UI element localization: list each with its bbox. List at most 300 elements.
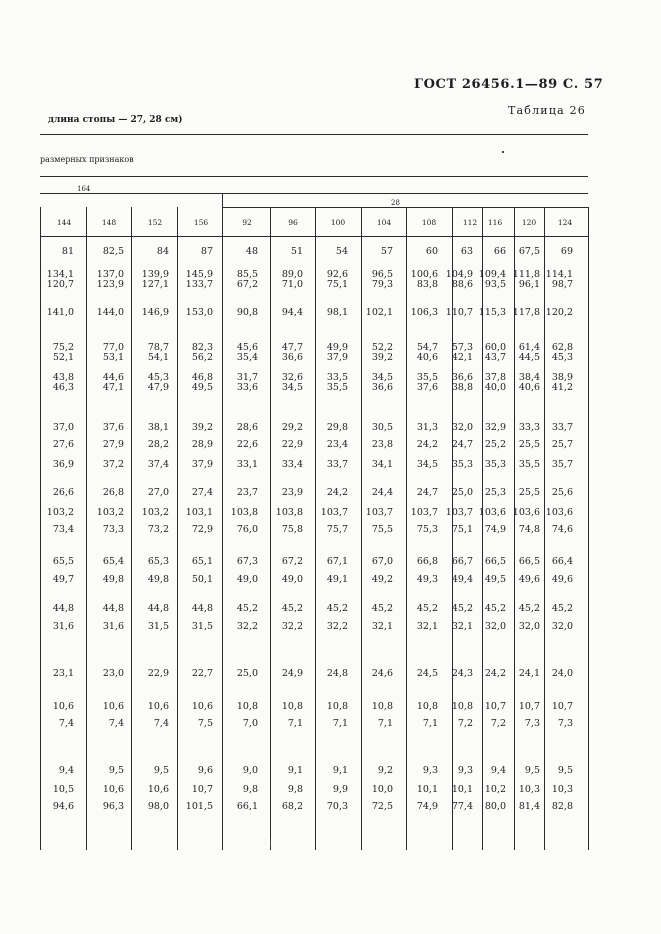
cell-value: 23,7 — [236, 487, 258, 498]
cell-value: 52,1 — [52, 352, 74, 363]
column-header: 156 — [193, 218, 209, 227]
table-cell — [237, 308, 258, 318]
table-cell — [327, 270, 348, 290]
cell-value: 24,5 — [416, 668, 438, 679]
table-cell — [53, 669, 74, 679]
cell-value: 24,2 — [326, 487, 348, 498]
table-cell — [186, 802, 213, 812]
cell-value: 10,7 — [518, 701, 540, 712]
table-cell — [446, 270, 473, 290]
table-cell — [519, 460, 540, 470]
cell-value: 103,7 — [410, 507, 438, 518]
cell-value: 66,5 — [518, 556, 540, 567]
table-cell — [525, 719, 540, 729]
table-cell — [198, 766, 213, 776]
table-cell — [372, 525, 393, 535]
table-cell — [519, 622, 540, 632]
table-cell — [558, 719, 573, 729]
cell-value: 24,4 — [371, 487, 393, 498]
cell-value: 9,5 — [557, 765, 573, 776]
height-group-164: 164 — [77, 185, 91, 193]
table-cell — [327, 525, 348, 535]
cell-value: 45,3 — [147, 372, 169, 383]
table-cell — [485, 622, 506, 632]
cell-value: 46,3 — [52, 382, 74, 393]
cell-value: 43,8 — [52, 372, 74, 383]
table-cell — [47, 270, 74, 290]
table-cell — [53, 373, 74, 393]
table-cell — [417, 604, 438, 614]
column-header: 116 — [487, 218, 503, 227]
table-cell — [452, 622, 473, 632]
table-cell — [192, 488, 213, 498]
cell-value: 114,1 — [545, 269, 573, 280]
cell-value: 9,5 — [108, 765, 124, 776]
table-cell — [291, 247, 303, 257]
table-cell — [372, 460, 393, 470]
table-cell — [157, 247, 169, 257]
table-cell — [452, 802, 473, 812]
column-header: 144 — [56, 218, 72, 227]
table-cell — [288, 719, 303, 729]
table-cell — [417, 575, 438, 585]
table-cell — [485, 460, 506, 470]
cell-value: 32,9 — [484, 422, 506, 433]
table-cell — [417, 488, 438, 498]
cell-value: 37,4 — [147, 459, 169, 470]
table-cell — [552, 488, 573, 498]
cell-value: 7,1 — [332, 718, 348, 729]
column-divider — [222, 193, 223, 850]
table-cell — [103, 622, 124, 632]
cell-value: 10,3 — [551, 784, 573, 795]
table-cell — [282, 622, 303, 632]
table-cell — [372, 669, 393, 679]
cell-value: 73,3 — [102, 524, 124, 535]
cell-value: 43,7 — [484, 352, 506, 363]
table-cell — [372, 802, 393, 812]
table-cell — [47, 308, 74, 318]
cell-value: 67,2 — [281, 556, 303, 567]
cell-value: 9,4 — [490, 765, 506, 776]
cell-value: 137,0 — [96, 269, 124, 280]
cell-value: 24,7 — [451, 439, 473, 450]
cell-value: 47,9 — [147, 382, 169, 393]
table-cell — [417, 373, 438, 393]
cell-value: 56,2 — [191, 352, 213, 363]
table-cell — [519, 702, 540, 712]
cell-value: 9,6 — [197, 765, 213, 776]
table-cell — [53, 343, 74, 363]
cell-value: 37,9 — [191, 459, 213, 470]
table-cell — [372, 440, 393, 450]
table-cell — [237, 669, 258, 679]
cell-value: 47,1 — [102, 382, 124, 393]
table-cell — [558, 766, 573, 776]
column-header: 92 — [242, 218, 252, 227]
cell-value: 94,6 — [52, 801, 74, 812]
cell-value: 65,1 — [191, 556, 213, 567]
table-cell — [53, 557, 74, 567]
cell-value: 65,4 — [102, 556, 124, 567]
cell-value: 44,6 — [102, 372, 124, 383]
table-cell — [491, 766, 506, 776]
table-cell — [327, 308, 348, 318]
cell-value: 87 — [200, 246, 213, 257]
cell-value: 9,1 — [332, 765, 348, 776]
column-divider — [544, 207, 545, 850]
table-cell — [327, 488, 348, 498]
table-cell — [186, 308, 213, 318]
cell-value: 24,9 — [281, 668, 303, 679]
cell-value: 49,2 — [371, 574, 393, 585]
cell-value: 103,2 — [46, 507, 74, 518]
scan-speck — [270, 839, 271, 847]
table-cell — [485, 802, 506, 812]
table-cell — [552, 440, 573, 450]
table-cell — [372, 702, 393, 712]
cell-value: 22,9 — [281, 439, 303, 450]
cell-value: 32,2 — [326, 621, 348, 632]
cell-value: 32,2 — [281, 621, 303, 632]
cell-value: 103,2 — [141, 507, 169, 518]
cell-value: 62,8 — [551, 342, 573, 353]
table-cell — [479, 308, 506, 318]
table-cell — [327, 557, 348, 567]
cell-value: 77,0 — [102, 342, 124, 353]
cell-value: 69 — [560, 246, 573, 257]
cell-value: 45,2 — [451, 603, 473, 614]
table-cell — [372, 343, 393, 363]
cell-value: 67,5 — [518, 246, 540, 257]
cell-value: 32,1 — [371, 621, 393, 632]
table-cell — [513, 508, 540, 518]
table-cell — [372, 604, 393, 614]
cell-value: 50,1 — [191, 574, 213, 585]
table-cell — [103, 488, 124, 498]
cell-value: 74,8 — [518, 524, 540, 535]
cell-value: 31,7 — [236, 372, 258, 383]
column-divider — [588, 207, 589, 850]
cell-value: 36,6 — [281, 352, 303, 363]
cell-value: 32,0 — [518, 621, 540, 632]
cell-value: 9,2 — [377, 765, 393, 776]
cell-value: 24,6 — [371, 668, 393, 679]
table-cell — [452, 488, 473, 498]
table-cell — [485, 343, 506, 363]
cell-value: 10,6 — [147, 784, 169, 795]
cell-value: 10,0 — [371, 784, 393, 795]
table-cell — [103, 669, 124, 679]
table-cell — [513, 308, 540, 318]
cell-value: 120,2 — [545, 307, 573, 318]
cell-value: 49,8 — [147, 574, 169, 585]
table-cell — [485, 440, 506, 450]
scan-speck — [502, 151, 504, 153]
cell-value: 31,6 — [52, 621, 74, 632]
cell-value: 37,2 — [102, 459, 124, 470]
table-cell — [148, 557, 169, 567]
cell-value: 49,0 — [236, 574, 258, 585]
cell-value: 37,6 — [102, 422, 124, 433]
table-cell — [59, 719, 74, 729]
table-cell — [103, 440, 124, 450]
rule-28 — [222, 207, 588, 208]
table-cell — [519, 557, 540, 567]
table-cell — [231, 508, 258, 518]
cell-value: 103,7 — [365, 507, 393, 518]
cell-value: 65,3 — [147, 556, 169, 567]
table-cell — [552, 557, 573, 567]
cell-value: 45,2 — [484, 603, 506, 614]
table-cell — [237, 802, 258, 812]
cell-value: 25,6 — [551, 487, 573, 498]
table-cell — [494, 247, 506, 257]
cell-value: 98,0 — [147, 801, 169, 812]
table-cell — [519, 604, 540, 614]
cell-value: 32,0 — [484, 621, 506, 632]
cell-value: 10,8 — [416, 701, 438, 712]
cell-value: 9,5 — [524, 765, 540, 776]
table-cell — [372, 270, 393, 290]
table-cell — [452, 604, 473, 614]
cell-value: 103,8 — [230, 507, 258, 518]
table-cell — [372, 785, 393, 795]
table-cell — [372, 373, 393, 393]
cell-value: 72,5 — [371, 801, 393, 812]
cell-value: 37,0 — [52, 422, 74, 433]
cell-value: 33,3 — [518, 422, 540, 433]
table-cell — [327, 575, 348, 585]
table-cell — [411, 270, 438, 290]
table-cell — [333, 719, 348, 729]
table-cell — [417, 785, 438, 795]
table-cell — [417, 802, 438, 812]
table-cell — [452, 343, 473, 363]
table-cell — [381, 247, 393, 257]
table-cell — [109, 766, 124, 776]
table-cell — [237, 488, 258, 498]
cell-value: 32,0 — [551, 621, 573, 632]
table-cell — [53, 488, 74, 498]
table-cell — [485, 488, 506, 498]
cell-value: 10,2 — [484, 784, 506, 795]
table-cell — [366, 308, 393, 318]
cell-value: 37,9 — [326, 352, 348, 363]
table-cell — [552, 343, 573, 363]
table-cell — [485, 557, 506, 567]
cell-value: 9,3 — [457, 765, 473, 776]
cell-value: 74,6 — [551, 524, 573, 535]
cell-value: 49,4 — [451, 574, 473, 585]
cell-value: 29,8 — [326, 422, 348, 433]
cell-value: 33,7 — [551, 422, 573, 433]
cell-value: 66,5 — [484, 556, 506, 567]
cell-value: 26,8 — [102, 487, 124, 498]
cell-value: 111,8 — [512, 269, 540, 280]
column-divider — [361, 207, 362, 850]
cell-value: 103,7 — [445, 507, 473, 518]
cell-value: 10,8 — [451, 701, 473, 712]
table-cell — [561, 247, 573, 257]
table-cell — [53, 440, 74, 450]
cell-value: 38,4 — [518, 372, 540, 383]
table-cell — [552, 525, 573, 535]
cell-value: 57,3 — [451, 342, 473, 353]
table-cell — [479, 508, 506, 518]
table-cell — [237, 460, 258, 470]
cell-value: 32,6 — [281, 372, 303, 383]
table-cell — [47, 508, 74, 518]
cell-value: 10,6 — [102, 784, 124, 795]
cell-value: 10,1 — [416, 784, 438, 795]
column-divider — [315, 207, 316, 850]
cell-value: 35,7 — [551, 459, 573, 470]
table-cell — [282, 575, 303, 585]
cell-value: 24,7 — [416, 487, 438, 498]
cell-value: 28,6 — [236, 422, 258, 433]
cell-value: 49,6 — [518, 574, 540, 585]
table-cell — [243, 719, 258, 729]
table-cell — [417, 702, 438, 712]
table-cell — [366, 508, 393, 518]
cell-value: 37,8 — [484, 372, 506, 383]
cell-value: 25,7 — [551, 439, 573, 450]
cell-value: 33,1 — [236, 459, 258, 470]
cell-value: 71,0 — [281, 279, 303, 290]
cell-value: 10,6 — [52, 701, 74, 712]
table-cell — [452, 423, 473, 433]
table-cell — [148, 575, 169, 585]
cell-value: 44,8 — [191, 603, 213, 614]
cell-value: 39,2 — [191, 422, 213, 433]
table-cell — [148, 702, 169, 712]
cell-value: 75,2 — [52, 342, 74, 353]
cell-value: 102,1 — [365, 307, 393, 318]
cell-value: 46,8 — [191, 372, 213, 383]
cell-value: 24,0 — [551, 668, 573, 679]
table-cell — [423, 719, 438, 729]
table-cell — [519, 488, 540, 498]
cell-value: 37,6 — [416, 382, 438, 393]
cell-value: 92,6 — [326, 269, 348, 280]
cell-value: 49,6 — [551, 574, 573, 585]
cell-value: 7,3 — [557, 718, 573, 729]
cell-value: 45,2 — [371, 603, 393, 614]
cell-value: 49,7 — [52, 574, 74, 585]
cell-value: 49,9 — [326, 342, 348, 353]
cell-value: 63 — [460, 246, 473, 257]
table-cell — [148, 669, 169, 679]
table-cell — [333, 766, 348, 776]
cell-value: 29,2 — [281, 422, 303, 433]
cell-value: 52,2 — [371, 342, 393, 353]
table-cell — [148, 440, 169, 450]
table-cell — [142, 270, 169, 290]
table-cell — [485, 373, 506, 393]
cell-value: 57 — [380, 246, 393, 257]
cell-value: 45,2 — [416, 603, 438, 614]
page-header: ГОСТ 26456.1—89 С. 57 — [414, 77, 604, 92]
table-cell — [552, 669, 573, 679]
cell-value: 10,1 — [451, 784, 473, 795]
table-cell — [336, 247, 348, 257]
cell-value: 74,9 — [484, 524, 506, 535]
cell-value: 34,5 — [416, 459, 438, 470]
table-cell — [53, 525, 74, 535]
cell-value: 73,2 — [147, 524, 169, 535]
cell-value: 45,3 — [551, 352, 573, 363]
table-cell — [97, 270, 124, 290]
cell-value: 67,3 — [236, 556, 258, 567]
cell-value: 23,8 — [371, 439, 393, 450]
table-cell — [282, 604, 303, 614]
cell-value: 9,0 — [242, 765, 258, 776]
table-cell — [485, 702, 506, 712]
cell-value: 7,4 — [58, 718, 74, 729]
column-header: 124 — [557, 218, 573, 227]
table-cell — [186, 508, 213, 518]
table-cell — [461, 247, 473, 257]
cell-value: 153,0 — [185, 307, 213, 318]
cell-value: 49,1 — [326, 574, 348, 585]
cell-value: 9,1 — [287, 765, 303, 776]
cell-value: 33,7 — [326, 459, 348, 470]
cell-value: 61,4 — [518, 342, 540, 353]
table-cell — [491, 719, 506, 729]
cell-value: 65,5 — [52, 556, 74, 567]
column-divider — [177, 207, 178, 850]
column-divider — [131, 207, 132, 850]
table-cell — [53, 702, 74, 712]
table-cell — [109, 719, 124, 729]
cell-value: 117,8 — [512, 307, 540, 318]
rule-164 — [40, 193, 588, 194]
cell-value: 115,3 — [478, 307, 506, 318]
cell-value: 23,9 — [281, 487, 303, 498]
table-cell — [237, 575, 258, 585]
column-header: 152 — [147, 218, 163, 227]
cell-value: 75,3 — [416, 524, 438, 535]
table-cell — [282, 308, 303, 318]
cell-value: 83,8 — [416, 279, 438, 290]
cell-value: 26,6 — [52, 487, 74, 498]
table-cell — [552, 702, 573, 712]
cell-value: 66 — [493, 246, 506, 257]
cell-value: 32,2 — [236, 621, 258, 632]
column-header: 100 — [330, 218, 346, 227]
cell-value: 7,1 — [287, 718, 303, 729]
table-cell — [282, 343, 303, 363]
cell-value: 31,3 — [416, 422, 438, 433]
table-cell — [519, 525, 540, 535]
cell-value: 51 — [290, 246, 303, 257]
cell-value: 80,0 — [484, 801, 506, 812]
table-cell — [192, 785, 213, 795]
table-cell — [62, 247, 74, 257]
table-cell — [417, 622, 438, 632]
cell-value: 30,5 — [371, 422, 393, 433]
table-cell — [519, 343, 540, 363]
cell-value: 27,4 — [191, 487, 213, 498]
cell-value: 66,7 — [451, 556, 473, 567]
cell-value: 44,5 — [518, 352, 540, 363]
cell-value: 75,7 — [326, 524, 348, 535]
cell-value: 24,2 — [484, 668, 506, 679]
cell-value: 35,5 — [416, 372, 438, 383]
table-cell — [103, 373, 124, 393]
cell-value: 7,2 — [457, 718, 473, 729]
